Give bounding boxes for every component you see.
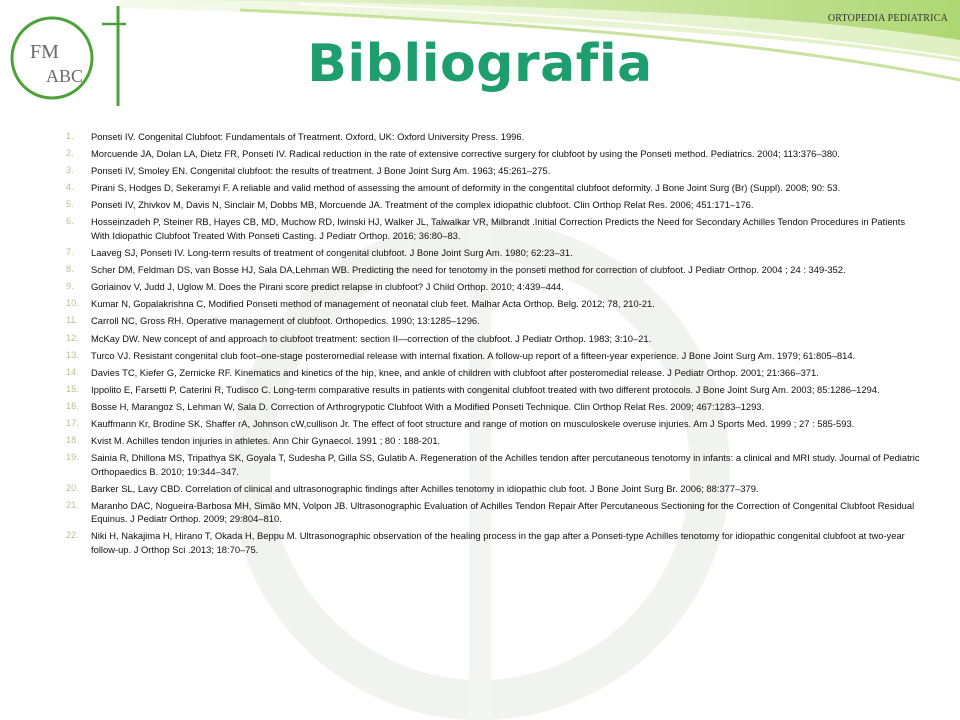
reference-number: 2. <box>66 148 74 159</box>
reference-number: 6. <box>66 216 74 227</box>
reference-number: 15. <box>66 383 79 394</box>
reference-text: Niki H, Nakajima H, Hirano T, Okada H, Beppu M. Ultrasonographic observation of the healing process in the gap after a Ponseti-type Achilles tenotomy for idiopathic congenital clubfoot at two-year follow-up. J Orthop Sci .2013; 18:70–75. <box>91 530 905 555</box>
reference-text: Barker SL, Lavy CBD. Correlation of clinical and ultrasonographic findings after Achilles tenotomy in idiopathic club foot. J Bone Joint Surg Br. 2006; 88:377–379. <box>91 482 759 494</box>
reference-number: 11. <box>66 315 79 326</box>
reference-item <box>66 280 924 294</box>
reference-number: 17. <box>66 418 79 428</box>
reference-text: Kvist M. Achilles tendon injuries in athletes. Ann Chir Gynaecol. 1991 ; 80 : 188-201. <box>91 435 441 447</box>
reference-item <box>66 400 924 414</box>
reference-text: Sainia R, Dhillona MS, Tripathya SK, Goyala T, Sudesha P, Gilla SS, Gulatib A. Regeneration of the Achilles tendon after percutaneous tenotomy in infants: a clinical and MRI study. Journal of Pediatric Orthopaedics B. 2010; 19:344–347. <box>91 452 920 477</box>
reference-number: 21. <box>66 499 79 510</box>
reference-text: Pirani S, Hodges D, Sekeramyi F. A reliable and valid method of assessing the amount of deformity in the congentital clubfoot deformity. J Bone Joint Surg (Br) (Suppl). 2008; 90: 53. <box>91 182 841 194</box>
reference-text: Ponseti IV. Congenital Clubfoot: Fundamentals of Treatment. Oxford, UK: Oxford University Press. 1996. <box>91 131 525 142</box>
reference-item <box>66 349 924 363</box>
reference-number: 10. <box>66 298 79 309</box>
reference-item <box>66 499 924 526</box>
reference-text: Turco VJ. Resistant congenital club foot–one-stage posteromedial release with internal fixation. A follow-up report of a fifteen-year experience. J Bone Joint Surg Am. 1979; 61:805–814. <box>91 349 856 361</box>
reference-item <box>66 215 924 242</box>
reference-list <box>66 130 924 560</box>
reference-number: 22. <box>66 530 79 541</box>
reference-text: Maranho DAC, Nogueira-Barbosa MH, Simão MN, Volpon JB. Ultrasonographic Evaluation of Achilles Tendon Repair After Percutaneous Sectioning for the Correction of Congenital Clubfoot Residual Equinus. J Pediatr Orthop. 2009; 29:804–810. <box>91 499 915 525</box>
reference-number: 8. <box>66 264 74 275</box>
reference-item <box>66 332 924 346</box>
reference-item <box>66 383 924 397</box>
logo-text-top: FM <box>30 41 59 63</box>
header-label: ORTOPEDIA PEDIATRICA <box>827 13 948 24</box>
reference-text: Goriainov V, Judd J, Uglow M. Does the Pirani score predict relapse in clubfoot? J Child Orthop. 2010; 4:439–444. <box>91 281 564 293</box>
reference-text: Carroll NC, Gross RH. Operative management of clubfoot. Orthopedics. 1990; 13:1285–1296. <box>91 315 480 327</box>
reference-number: 12. <box>66 332 79 343</box>
reference-number: 16. <box>66 400 79 411</box>
reference-text: Scher DM, Feldman DS, van Bosse HJ, Sala DA,Lehman WB. Predicting the need for tenotomy in the ponseti method for correction of clubfoot. J Pediatr Orthop. 2004 ; 24 : 349-352. <box>91 264 846 276</box>
reference-number: 18. <box>66 435 79 446</box>
reference-item <box>66 246 924 260</box>
reference-text: Morcuende JA, Dolan LA, Dietz FR, Ponseti IV. Radical reduction in the rate of extensive corrective surgery for clubfoot by using the Ponseti method. Pediatrics. 2004; 113:376–380. <box>91 148 840 160</box>
logo-text-bottom: ABC <box>46 66 84 86</box>
reference-item <box>66 451 924 478</box>
reference-item <box>66 482 924 496</box>
reference-number: 5. <box>66 199 74 210</box>
reference-item <box>66 417 924 431</box>
reference-item <box>66 147 924 161</box>
reference-number: 13. <box>66 349 79 360</box>
reference-text: Ponseti IV, Smoley EN. Congenital clubfoot: the results of treatment. J Bone Joint Surg Am. 1963; 45:261–275. <box>91 165 551 177</box>
reference-number: 1. <box>66 131 74 141</box>
reference-text: Davies TC, Kiefer G, Zernicke RF. Kinematics and kinetics of the hip, knee, and ankle of children with clubfoot after posteromedial release. J Pediatr Orthop. 2001; 21:366–371. <box>91 366 819 378</box>
reference-item <box>66 297 924 311</box>
reference-item <box>66 130 924 144</box>
page-title: Bibliografia <box>307 34 653 94</box>
reference-text: Ponseti IV, Zhivkov M, Davis N, Sinclair M, Dobbs MB, Morcuende JA. Treatment of the complex idiopathic clubfoot. Clin Orthop Relat Res. 2006; 451:171–176. <box>91 199 754 211</box>
reference-item <box>66 434 924 448</box>
reference-number: 4. <box>66 182 74 193</box>
reference-item <box>66 366 924 380</box>
reference-text: Kumar N, Gopalakrishna C, Modified Ponseti method of management of neonatal club feet. Malhar Acta Orthop. Belg. 2012; 78, 210-21. <box>91 298 655 310</box>
reference-text: Laaveg SJ, Ponseti IV. Long-term results of treatment of congenital clubfoot. J Bone Joint Surg Am. 1980; 62:23–31. <box>91 247 573 259</box>
reference-number: 7. <box>66 247 74 258</box>
reference-item <box>66 198 924 212</box>
reference-item <box>66 181 924 195</box>
reference-item <box>66 314 924 328</box>
reference-number: 19. <box>66 452 79 463</box>
reference-number: 14. <box>66 366 79 377</box>
reference-item <box>66 263 924 277</box>
reference-item <box>66 164 924 178</box>
reference-text: Bosse H, Marangoz S, Lehman W, Sala D. Correction of Arthrogrypotic Clubfoot With a Modified Ponseti Technique. Clin Orthop Relat Res. 2009; 467:1283–1293. <box>91 400 765 412</box>
reference-text: Ippolito E, Farsetti P, Caterini R, Tudisco C. Long-term comparative results in patients with congenital clubfoot treated with two different protocols. J Bone Joint Surg Am. 2003; 85:1286–1294. <box>91 383 880 395</box>
reference-text: McKay DW. New concept of and approach to clubfoot treatment: section II—correction of the clubfoot. J Pediatr Orthop. 1983; 3:10–21. <box>91 332 652 344</box>
reference-number: 20. <box>66 482 79 493</box>
reference-text: Kauffmann Kr, Brodine SK, Shaffer rA, Johnson cW,cullison Jr. The effect of foot structure and range of motion on musculoskele overuse injuries. Am J Sports Med. 1999 ; 27 : 585-593. <box>91 418 855 429</box>
reference-number: 9. <box>66 281 74 292</box>
reference-text: Hosseinzadeh P, Steiner RB, Hayes CB, MD, Muchow RD, Iwinski HJ, Walker JL, Talwalkar VR, Milbrandt .Initial Correction Predicts the Need for Secondary Achilles Tendon Procedures in Patients With Idiopathic Clubfoot Treated With Ponseti Casting. J Pediatr Orthop. 2016; 36:80–83. <box>91 216 906 241</box>
reference-item <box>66 529 924 556</box>
reference-number: 3. <box>66 165 74 176</box>
